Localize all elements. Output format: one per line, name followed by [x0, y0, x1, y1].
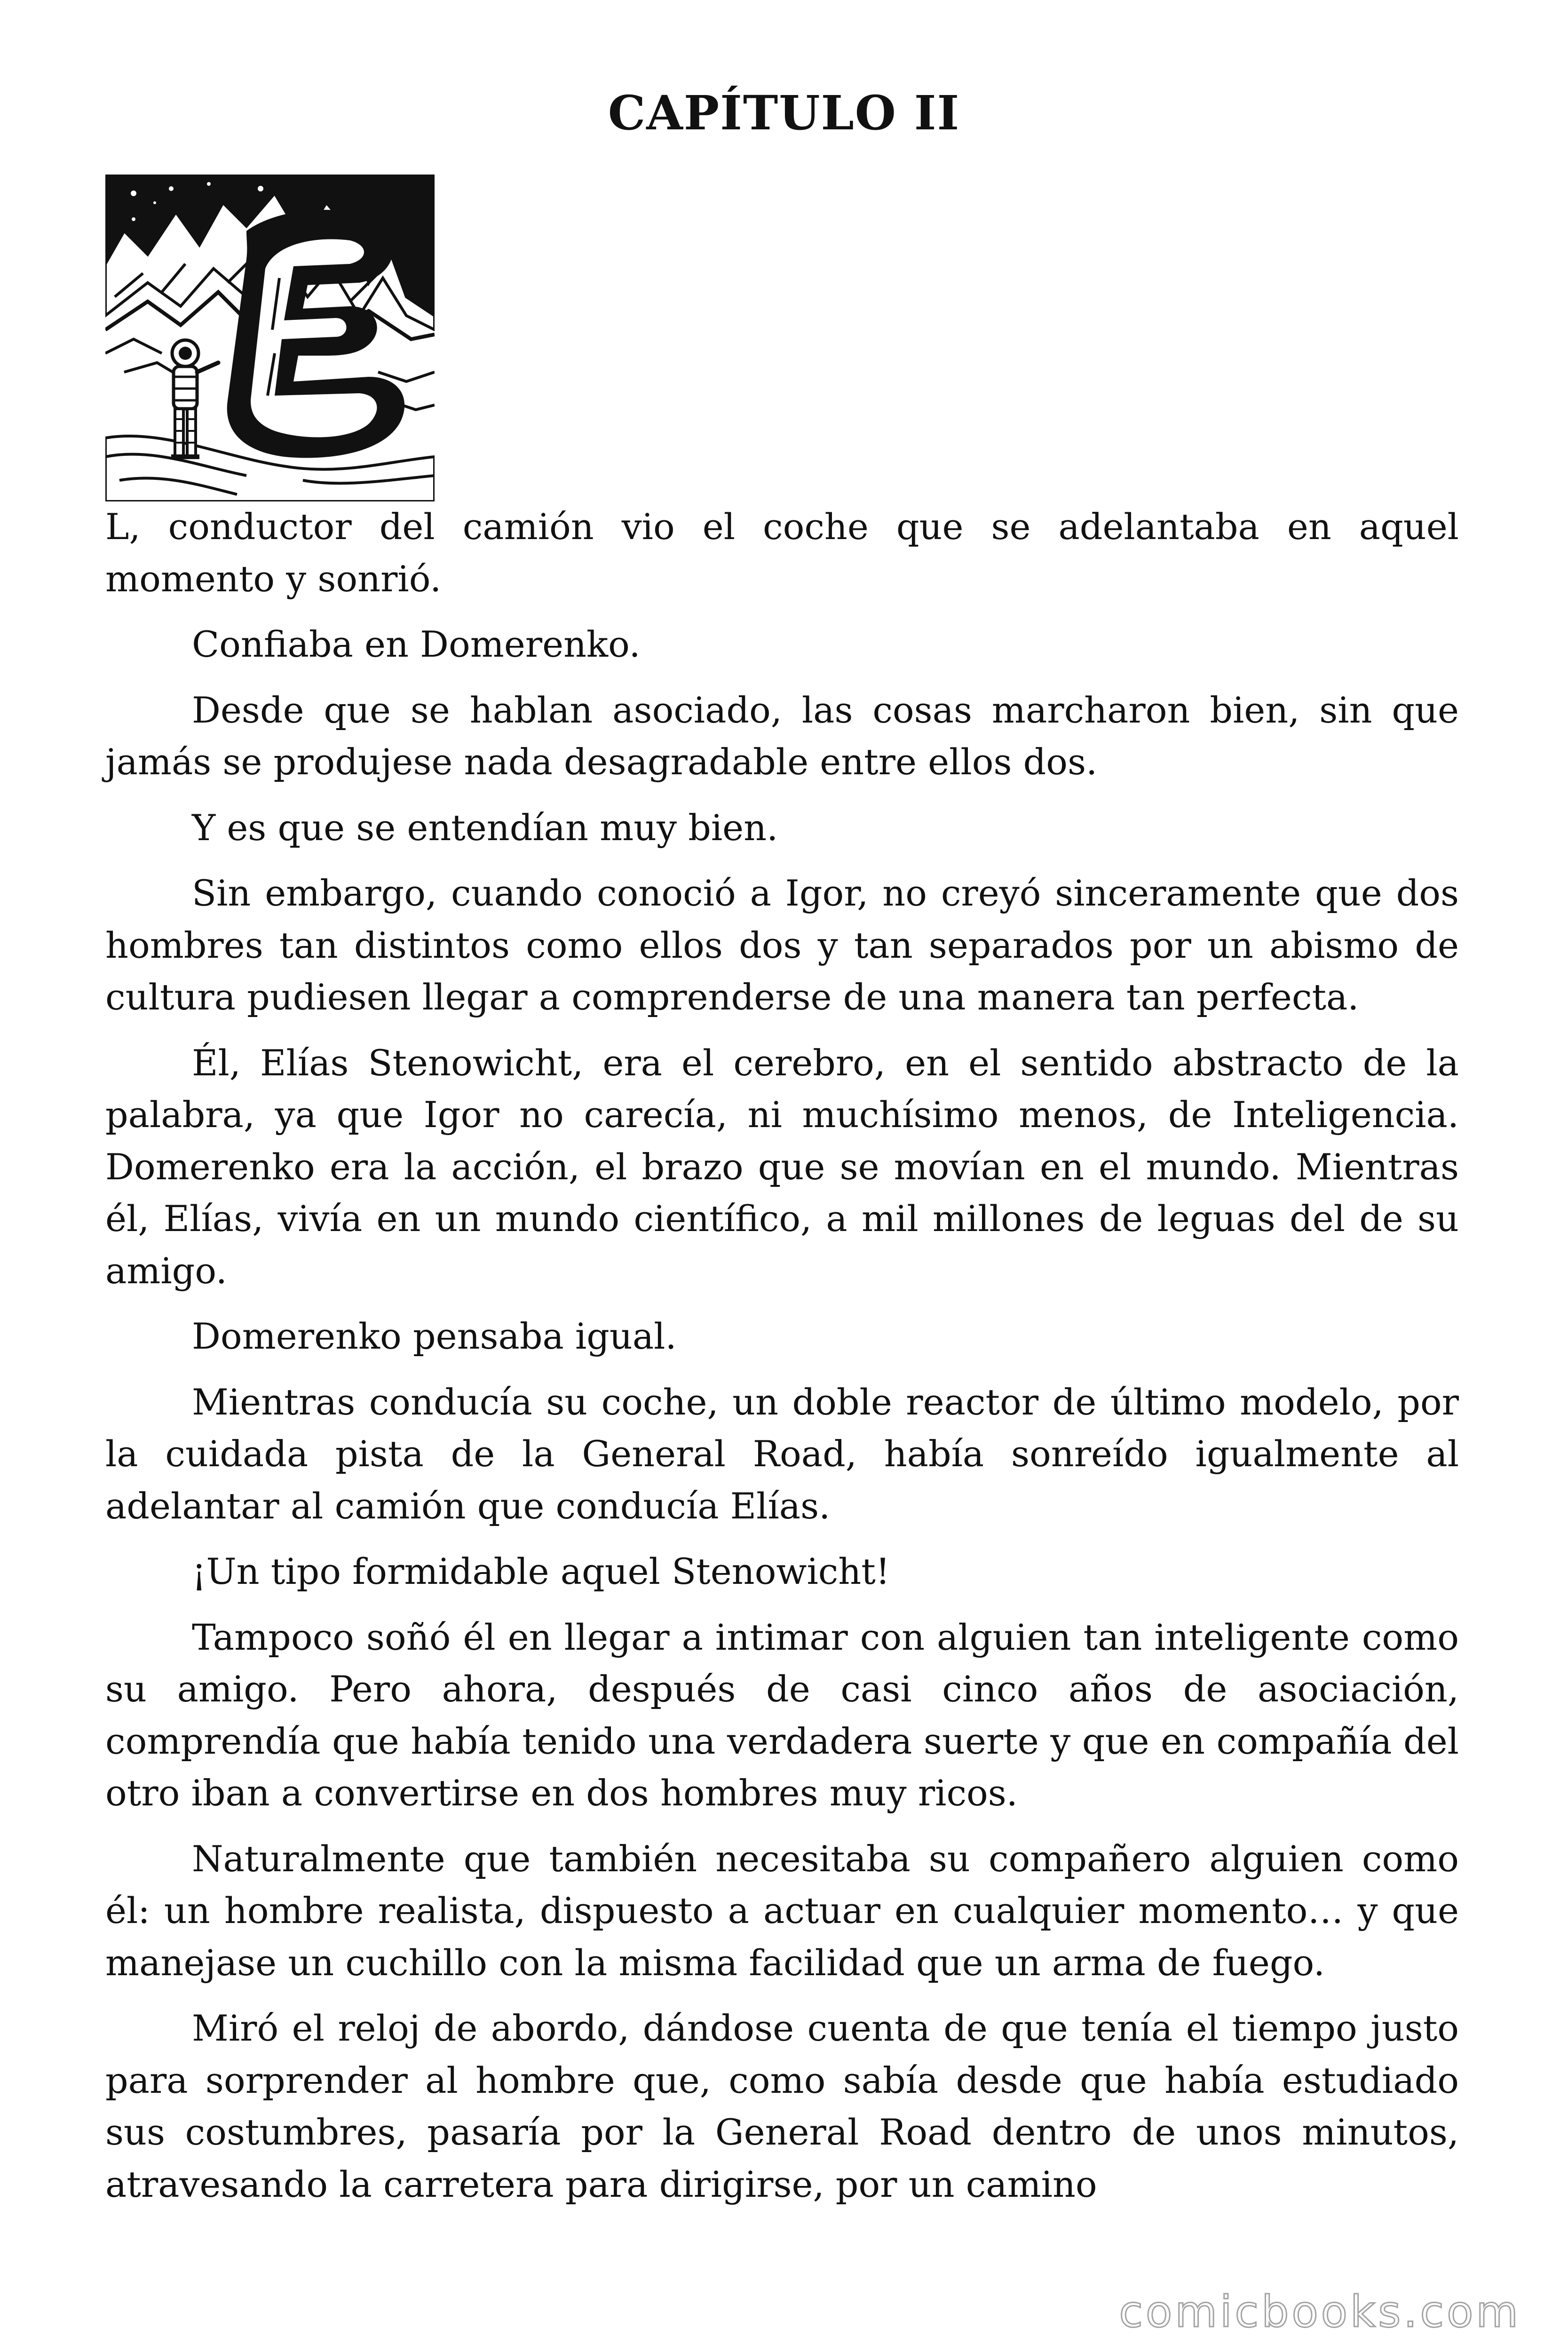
- paragraph: Miró el reloj de abordo, dándose cuenta de que tenía el tiempo justo para sorprender al hombre que, como sabía desde que había estudiado sus costumbres, pasaría por la General Road dentro de unos minutos, atravesando la carretera para dirigirse, por un camino: [105, 2007, 1459, 2205]
- paragraph: Mientras conducía su coche, un doble reactor de último modelo, por la cuidada pista de la General Road, había sonreído igualmente al adelantar al camión que conducía Elías.: [105, 1381, 1459, 1527]
- paragraph: Él, Elías Stenowicht, era el cerebro, en el sentido abstracto de la palabra, ya que Igor no carecía, ni muchísimo menos, de Inteligencia. Domerenko era la acción, el brazo que se movían en el mundo. Mientras él, Elías, vivía en un mundo científico, a mil millones de leguas del de su amigo.: [105, 1041, 1459, 1292]
- dropcap-e-astronaut-icon: [105, 175, 435, 501]
- chapter-title: CAPÍTULO II: [608, 85, 960, 141]
- paragraph: Desde que se hablan asociado, las cosas marcharon bien, sin que jamás se produjese nada desagradable entre ellos dos.: [105, 689, 1459, 783]
- paragraph: Tampoco soñó él en llegar a intimar con alguien tan inteligente como su amigo. Pero ahora, después de casi cinco años de asociación, comprendía que había tenido una verdadera suerte y que en compañía del otro iban a convertirse en dos hombres muy ricos.: [105, 1616, 1459, 1814]
- chapter-body: [105, 501, 1459, 2224]
- paragraph: L, conductor del camión vio el coche que se adelantaba en aquel momento y sonrió.: [105, 506, 1459, 600]
- paragraph: Domerenko pensaba igual.: [192, 1315, 677, 1357]
- dropcap-illustration: [105, 175, 435, 501]
- paragraph: Sin embargo, cuando conoció a Igor, no creyó sinceramente que dos hombres tan distintos como ellos dos y tan separados por un abismo de cultura pudiesen llegar a comprenderse de una manera tan perfecta.: [105, 872, 1459, 1018]
- paragraph: ¡Un tipo formidable aquel Stenowicht!: [192, 1550, 890, 1592]
- paragraph: Y es que se entendían muy bien.: [192, 806, 778, 849]
- watermark: comicbooks.com: [1119, 2287, 1521, 2337]
- paragraph: Confiaba en Domerenko.: [192, 623, 641, 665]
- paragraph: Naturalmente que también necesitaba su compañero alguien como él: un hombre realista, dispuesto a actuar en cualquier momento… y que manejase un cuchillo con la misma facilidad que un arma de fuego.: [105, 1837, 1459, 1984]
